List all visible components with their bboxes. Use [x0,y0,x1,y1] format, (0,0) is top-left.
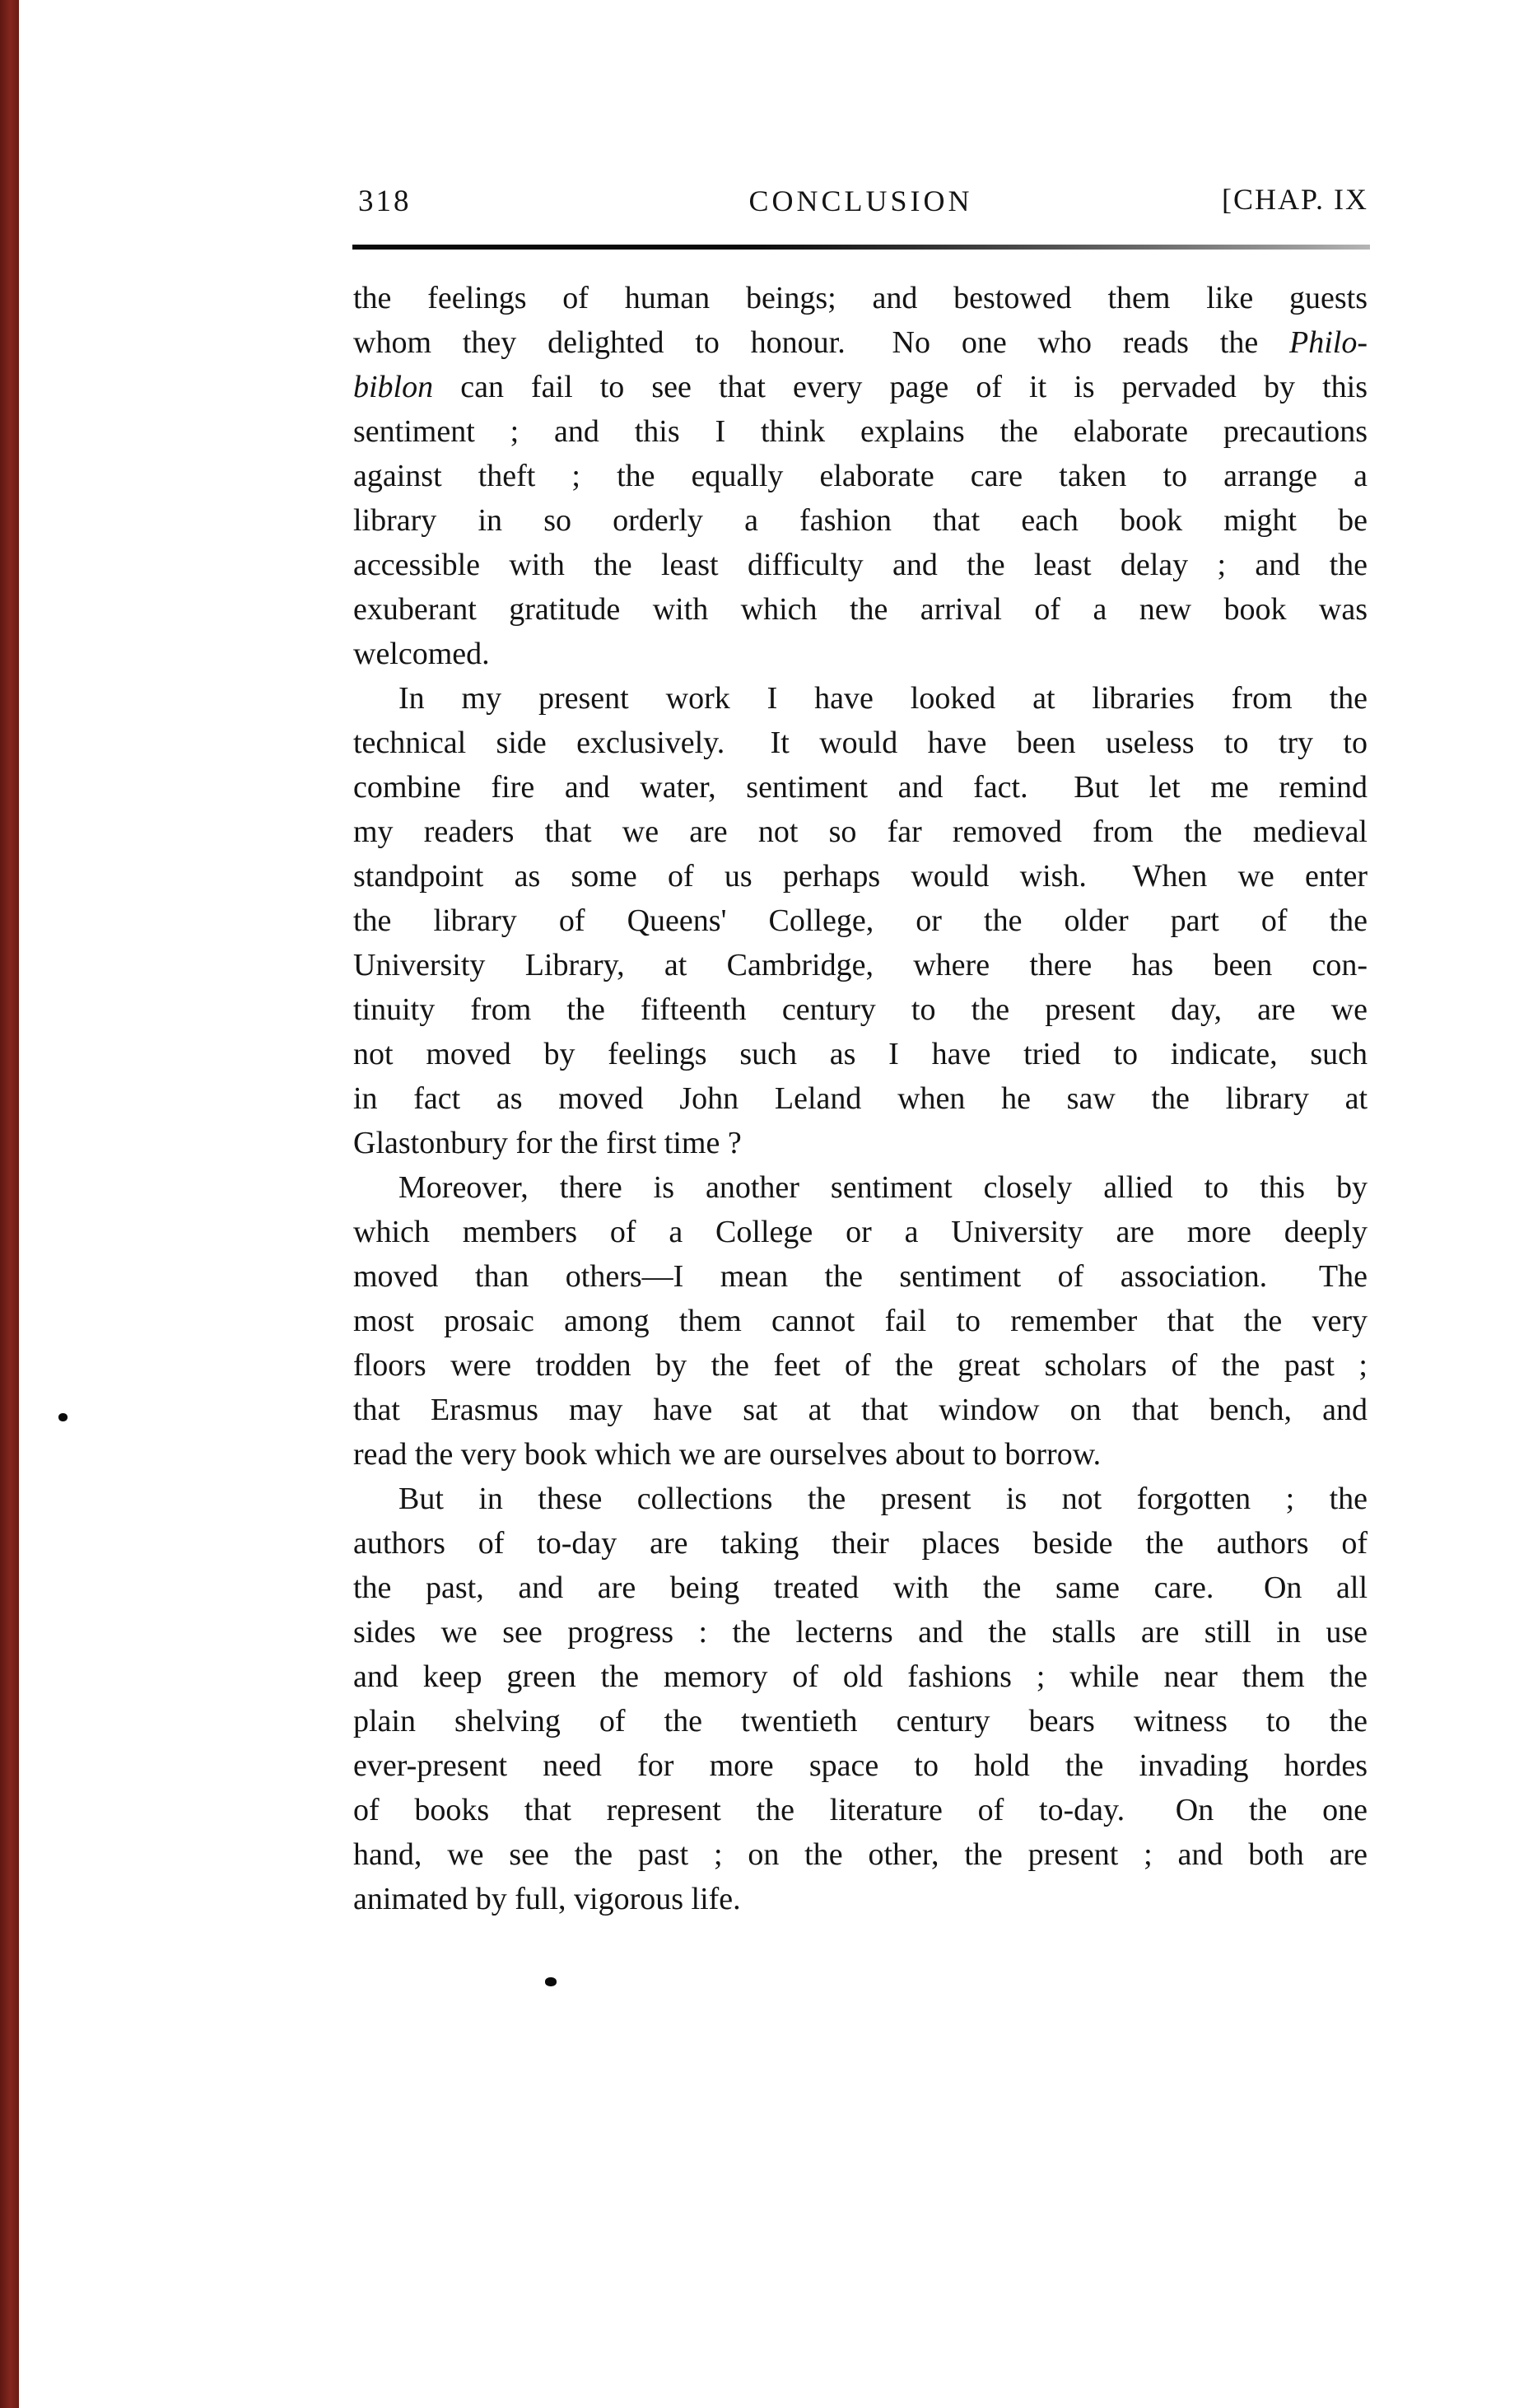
text-line: plain shelving of the twentieth century bears witness to the [353,1704,1368,1738]
text-line: moved than others—I mean the sentiment of association. The [353,1259,1368,1294]
text-line: against theft ; the equally elaborate care taken to arrange a [353,459,1368,493]
paragraph [353,1165,1368,1477]
text-line: most prosaic among them cannot fail to remember that the very [353,1304,1368,1338]
text-line: sentiment ; and this I think explains the elaborate precautions [353,414,1368,449]
page-edge-stripe [0,0,19,2408]
text-line: my readers that we are not so far removed from the medieval [353,814,1368,849]
text-line: which members of a College or a University are more deeply [353,1215,1368,1249]
text-line: that Erasmus may have sat at that window on that bench, and [353,1393,1368,1427]
text-line: tinuity from the fifteenth century to the present day, are we [353,992,1368,1027]
text-line: Glastonbury for the first time ? [353,1126,742,1160]
text-line: combine fire and water, sentiment and fact. But let me remind [353,770,1368,805]
text-line: animated by full, vigorous life. [353,1882,741,1916]
text-line: Moreover, there is another sentiment closely allied to this by [398,1170,1368,1205]
text-line: the feelings of human beings; and bestowed them like guests [353,281,1368,315]
text-line: accessible with the least difficulty and the least delay ; and the [353,548,1368,582]
text-line: exuberant gratitude with which the arrival of a new book was [353,592,1368,627]
paragraph [353,1477,1368,1921]
ink-speck [58,1413,68,1421]
ink-speck [545,1977,557,1986]
text-line: library in so orderly a fashion that each book might be [353,503,1368,538]
text-line: read the very book which we are ourselves about to borrow. [353,1437,1102,1472]
text-line: the past, and are being treated with the same care. On all [353,1570,1368,1605]
text-line: whom they delighted to honour. No one who reads the Philo- [353,325,1368,360]
text-line: hand, we see the past ; on the other, the present ; and both are [353,1837,1368,1872]
paragraph [353,276,1368,676]
chapter-label: [CHAP. IX [1221,183,1368,216]
text-line: not moved by feelings such as I have tried to indicate, such [353,1037,1368,1071]
text-line: biblon can fail to see that every page of it is pervaded by this [353,370,1368,404]
text-line: welcomed. [353,637,490,671]
text-line: and keep green the memory of old fashions ; while near them the [353,1659,1368,1694]
paragraph [353,676,1368,1165]
body-text [353,276,1368,1921]
text-line: sides we see progress : the lecterns and the stalls are still in use [353,1615,1368,1650]
header-rule [352,245,1370,250]
text-line: technical side exclusively. It would have been useless to try to [353,726,1368,760]
text-line: ever-present need for more space to hold the invading hordes [353,1748,1368,1783]
page-number: 318 [358,184,412,218]
text-line: University Library, at Cambridge, where there has been con- [353,948,1368,982]
running-title: CONCLUSION [748,184,973,217]
text-line: But in these collections the present is not forgotten ; the [398,1482,1368,1516]
text-line: floors were trodden by the feet of the great scholars of the past ; [353,1348,1368,1383]
text-line: in fact as moved John Leland when he saw the library at [353,1081,1368,1116]
text-line: the library of Queens' College, or the older part of the [353,903,1368,938]
text-line: In my present work I have looked at libraries from the [398,681,1368,716]
text-line: standpoint as some of us perhaps would wish. When we enter [353,859,1368,894]
text-line: of books that represent the literature of to-day. On the one [353,1793,1368,1827]
text-line: authors of to-day are taking their places beside the authors of [353,1526,1368,1561]
